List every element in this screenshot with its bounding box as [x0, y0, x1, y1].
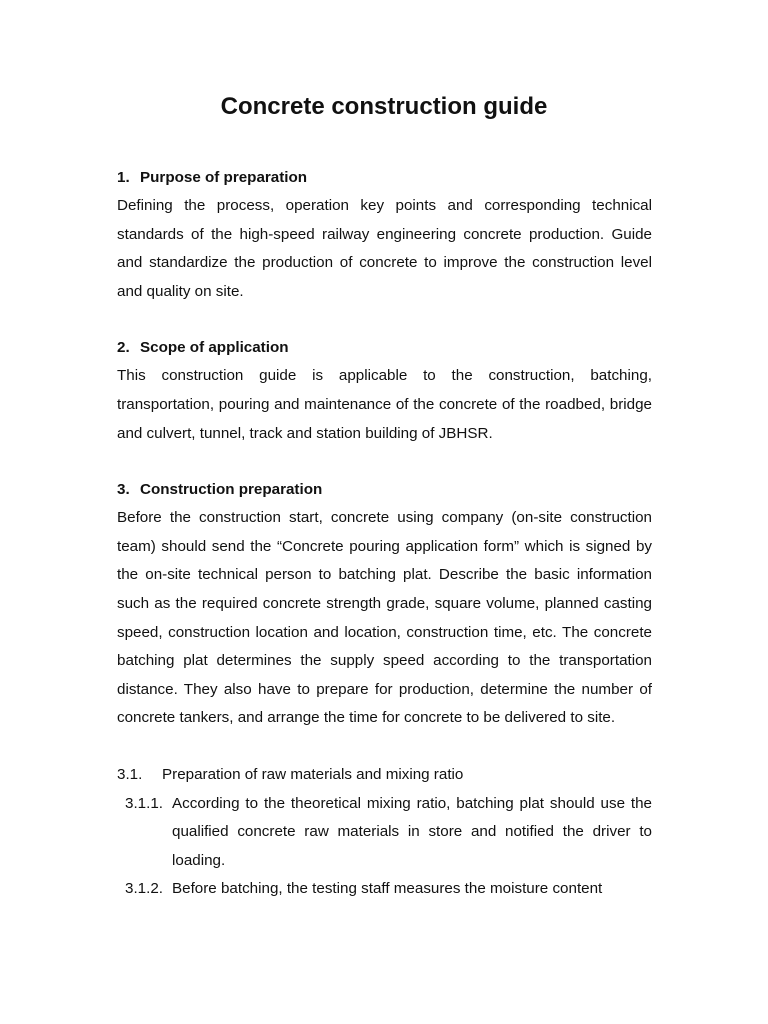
section-paragraph-preparation: Before the construction start, concrete using company (on-site construction team) should send the “Concrete pouring application form” which is signed by the on-site technical person to batching plat. Describe the basic information such as the required concrete strength grade, square volume, planned casting speed, construction location and location, construction time, etc. The concrete batching plat determines the supply speed according to the transportation distance. They also have to prepare for production, determine the number of concrete tankers, and arrange the time for concrete to be delivered to site.	[117, 509, 652, 727]
section-title: Scope of application	[140, 339, 289, 357]
section-heading-preparation	[117, 476, 652, 504]
section-spacer	[117, 306, 652, 334]
subsection-number: 3.1.	[117, 765, 143, 783]
item-number: 3.1.1.	[125, 794, 163, 812]
item-text: According to the theoretical mixing ratio, batching plat should use the qualified concrete raw materials in store and notified the driver to loading.	[172, 794, 652, 869]
subsection-heading	[117, 761, 652, 790]
section-number: 3.	[117, 481, 130, 499]
section-heading-purpose	[117, 164, 652, 192]
subsection-title: Preparation of raw materials and mixing ratio	[162, 765, 464, 783]
section-number: 2.	[117, 339, 130, 357]
list-item	[117, 875, 652, 904]
section-title: Purpose of preparation	[140, 169, 308, 186]
section-number: 1.	[117, 169, 130, 186]
document-title: Concrete construction guide	[220, 93, 548, 120]
item-number: 3.1.2.	[125, 880, 163, 898]
section-heading-scope	[117, 334, 652, 362]
list-item	[117, 790, 652, 876]
item-text: Before batching, the testing staff measures the moisture content	[172, 880, 603, 898]
section-paragraph-purpose: Defining the process, operation key points and corresponding technical standards of the high-speed railway engineering concrete production. Guide and standardize the production of concrete to improve the construction level and quality on site.	[117, 197, 652, 300]
section-title: Construction preparation	[140, 481, 323, 499]
section-spacer	[117, 733, 652, 761]
section-paragraph-scope: This construction guide is applicable to the construction, batching, transportation, pouring and maintenance of the concrete of the roadbed, bridge and culvert, tunnel, track and station building of JBHSR.	[117, 367, 652, 442]
section-spacer	[117, 448, 652, 476]
document-body	[117, 164, 652, 904]
